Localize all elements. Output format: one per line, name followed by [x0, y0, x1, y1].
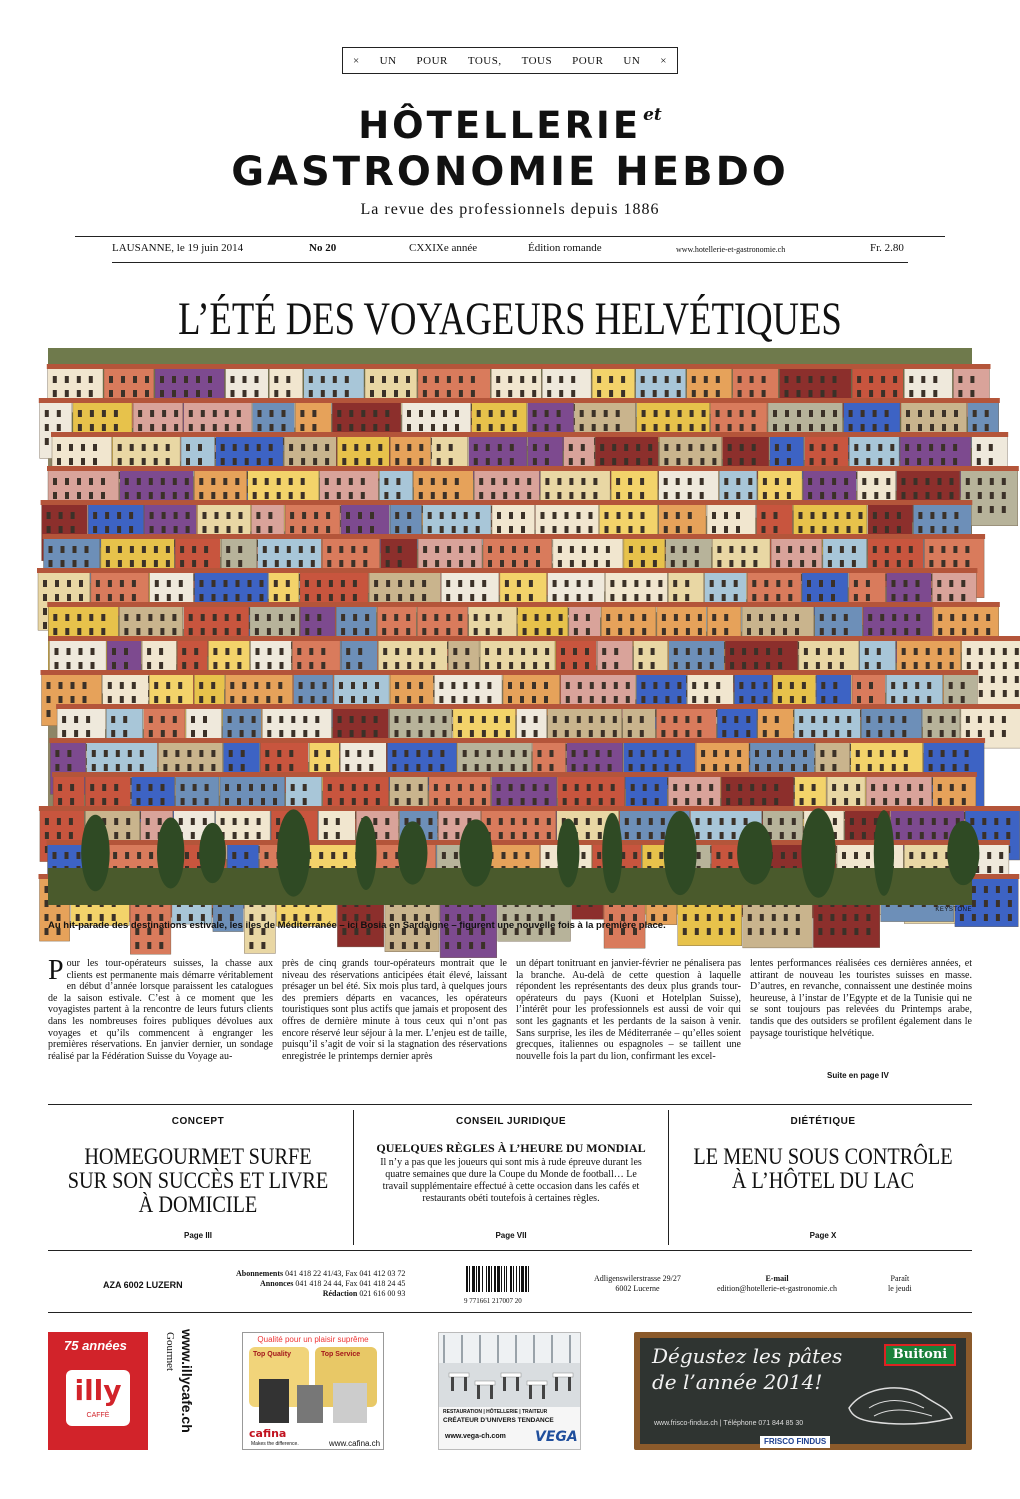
illy-logo: illy — [74, 1374, 122, 1407]
footer-abo: 041 418 22 41/43, Fax 041 412 03 72 — [285, 1269, 406, 1278]
footer-ann-label: Annonces — [260, 1279, 294, 1288]
footer-email — [712, 1274, 842, 1294]
motto-word: × — [660, 54, 667, 67]
ad-vega[interactable] — [438, 1332, 581, 1450]
frisco-findus-logo: FRISCO FINDUS — [760, 1436, 830, 1448]
buitoni-contact: www.frisco-findus.ch | Téléphone 071 844 85 30 — [654, 1420, 804, 1427]
teaser-title: QUELQUES RÈGLES À L’HEURE DU MONDIAL — [376, 1141, 646, 1155]
cafina-url: www.cafina.ch — [329, 1439, 381, 1448]
vega-line2: CRÉATEUR D’UNIVERS TENDANCE — [443, 1417, 554, 1424]
illy-years: 75 années — [64, 1338, 127, 1353]
cafina-machine-1 — [259, 1379, 289, 1423]
teaser-page: Page III — [183, 1231, 212, 1240]
buitoni-logo: Buitoni — [884, 1344, 956, 1366]
footer-address-line2: 6002 Lucerne — [615, 1284, 660, 1293]
ad-illy[interactable] — [48, 1329, 195, 1450]
footer-email-label: E-mail — [765, 1274, 789, 1283]
motto-box — [342, 47, 678, 74]
article-dropcap: P — [48, 955, 64, 986]
infobar-issue: No 20 — [309, 242, 337, 254]
teaser-divider — [668, 1110, 669, 1245]
pasta-sketch-icon — [844, 1378, 954, 1428]
article-column-2: près de cinq grands tour-opérateurs montrait que le niveau des réservations anticipées était élevé, laissant présager un bel été. Six mois plus tard, à quelques jours des premiers départs en vacances, les opérateurs touristiques sont plus actifs que jamais et proposent des offres de dernière minute à tous ceux qui n’ont pas encore réservé leur séjour à la mer. L’enjeu est de taille, puisqu’il s’agit de voir si la stagnation des réservations enregistrée le printemps dernier après — [282, 958, 507, 1062]
teaser-title: LE MENU SOUS CONTRÔLE À L’HÔTEL DU LAC — [693, 1144, 953, 1193]
masthead-line2: GASTRONOMIE HEBDO — [231, 149, 789, 195]
teaser-kicker: DIÉTÉTIQUE — [790, 1116, 856, 1127]
footer-ann: 041 418 24 44, Fax 041 418 24 45 — [295, 1279, 406, 1288]
teaser-concept[interactable] — [48, 1105, 348, 1250]
masthead-et: et — [643, 105, 662, 125]
illy-sub: CAFFÈ — [86, 1412, 110, 1419]
photo-caption: Au hit-parade des destinations estivale, les iles de Méditerranée – ici Bosia en Sardaigne – figurent une nouvelle fois à la première place. — [48, 920, 666, 931]
infobar — [112, 242, 908, 260]
photo-town-illustration — [48, 348, 972, 905]
teaser-divider — [353, 1110, 354, 1245]
cafina-machine-2 — [297, 1385, 323, 1423]
teaser-title: HOMEGOURMET SURFE SUR SON SUCCÈS ET LIVRE À DOMICILE — [67, 1144, 329, 1217]
footer-parait-2: le jeudi — [888, 1284, 912, 1293]
article-col1-text: our les tour-opérateurs suisses, la chasse aux clients est permanente mais démarre véritablement en début d’année lorsque paraissent les catalogues de la saison estivale. C’est à ce moment que les voyagistes partent à la rencontre de leurs futurs clients dans les nombreuses foires publiques dévolues aux voyages et qu’ils commencent à engranger les premières réservations. En janvier dernier, un sondage réalisé par la Fédération Suisse du Voyage au- — [48, 958, 273, 1062]
footer-address — [594, 1274, 681, 1294]
barcode — [464, 1266, 560, 1305]
infobar-bottom-rule — [112, 262, 908, 263]
main-headline: L’ÉTÉ DES VOYAGEURS HELVÉTIQUES — [178, 293, 842, 345]
buitoni-line2: de l’année 2014! — [652, 1370, 823, 1394]
teaser-conseil-juridique[interactable] — [358, 1105, 664, 1250]
teaser-page: Page VII — [495, 1231, 527, 1240]
infobar-volume: CXXIXe année — [409, 242, 478, 254]
cafina-sub: Makes the difference. — [251, 1441, 299, 1447]
footer-red: 021 616 00 93 — [359, 1289, 406, 1298]
vega-restaurant-photo — [439, 1333, 580, 1407]
teaser-kicker: CONSEIL JURIDIQUE — [456, 1116, 566, 1127]
teaser-kicker: CONCEPT — [171, 1116, 225, 1127]
teaser-page: Page X — [809, 1231, 837, 1240]
footer-aza: AZA 6002 LUZERN — [103, 1280, 183, 1290]
motto-word: TOUS — [521, 54, 553, 67]
footer-red-label: Rédaction — [322, 1289, 358, 1298]
footer-publication — [888, 1274, 912, 1294]
footer-top-rule — [48, 1250, 972, 1251]
article-column-3: un départ tonitruant en janvier-février ne pénalisera pas la branche. Au-delà de cette question à laquelle répondent les représentants des deux plus grands tour-opérateurs du pays (Kuoni et Hotelplan Suisse), l’intérêt pour les professionnels est aussi de voir qui sont les gagnants et les perdants de la saison à venir. Sans surprise, les iles de Méditerranée – qu’elles soient grecques, italiennes ou espagnoles – se taillent une nouvelle fois la part du lion, confirmant les excel- — [516, 958, 741, 1062]
buitoni-line1: Dégustez les pâtes — [652, 1344, 843, 1368]
cafina-badge-2: Top Service — [321, 1351, 361, 1358]
teaser-body: Il n’y a pas que les joueurs qui sont mis à rude épreuve durant les quatre semaines que dure la Coupe du Monde de football… Le travail supplémentaire effectué à cette occasion dans les cafés et restaurants obéti toutefois à certaines règles. — [380, 1157, 642, 1204]
cafina-badge-1: Top Quality — [253, 1351, 291, 1358]
motto-word: POUR — [416, 54, 448, 67]
motto-word: UN — [623, 54, 641, 67]
infobar-edition: Édition romande — [528, 242, 602, 254]
cafina-machine-3 — [333, 1383, 367, 1423]
footer-email-address[interactable]: edition@hotellerie-et-gastronomie.ch — [717, 1284, 837, 1293]
motto-word: UN — [379, 54, 397, 67]
motto-word: TOUS, — [467, 54, 502, 67]
footer-contacts — [236, 1269, 405, 1299]
vega-url: www.vega-ch.com — [445, 1433, 506, 1440]
cafina-logo: cafina — [249, 1427, 287, 1440]
vega-line1: RESTAURATION | HÔTELLERIE | TRAITEUR — [443, 1409, 548, 1415]
barcode-number: 9 771661 217007 20 — [464, 1297, 522, 1305]
barcode-bars — [464, 1266, 560, 1292]
masthead-tagline: La revue des professionnels depuis 1886 — [360, 201, 660, 218]
ad-buitoni[interactable] — [634, 1332, 972, 1450]
vega-logo: VEGA — [535, 1429, 578, 1445]
article-column-1 — [48, 955, 273, 1062]
footer-bottom-rule — [48, 1312, 972, 1313]
motto-word: POUR — [572, 54, 604, 67]
infobar-top-rule — [75, 236, 945, 237]
cafina-slogan: Qualité pour un plaisir suprême — [257, 1335, 369, 1344]
ad-cafina[interactable] — [242, 1332, 384, 1450]
photo-credit: KEYSTONE — [935, 907, 972, 913]
infobar-price: Fr. 2.80 — [870, 242, 904, 254]
footer-abo-label: Abonnements — [236, 1269, 284, 1278]
illy-gourmet: Gourmet — [164, 1332, 176, 1372]
footer-address-line1: Adligenswilerstrasse 29/27 — [594, 1274, 681, 1283]
infobar-city-date: LAUSANNE, le 19 juin 2014 — [112, 242, 244, 254]
footer-parait-1: Paraît — [890, 1274, 910, 1283]
article-continued-link[interactable]: Suite en page IV — [827, 1071, 889, 1080]
masthead-line1 — [0, 104, 1020, 147]
motto-word: × — [352, 54, 360, 67]
infobar-website[interactable]: www.hotellerie-et-gastronomie.ch — [676, 245, 786, 254]
article-column-4: lentes performances réalisées ces dernières années, et attirant de nouveau les touristes suisses en masse. D’autres, en revanche, connaissent une destinée moins heureuse, à l’instar de l’Egypte et de la Tunisie qui ne se sont toujours pas relevées du Printemps arabe, tandis que des outsiders se profilent également dans le paysage touristique helvétique. — [750, 958, 972, 1039]
masthead-title-1: HÔTELLERIE — [358, 104, 642, 147]
teaser-dietetique[interactable] — [673, 1105, 973, 1250]
illy-url: www.illycafe.ch — [179, 1329, 195, 1433]
hero-photo — [48, 348, 972, 905]
